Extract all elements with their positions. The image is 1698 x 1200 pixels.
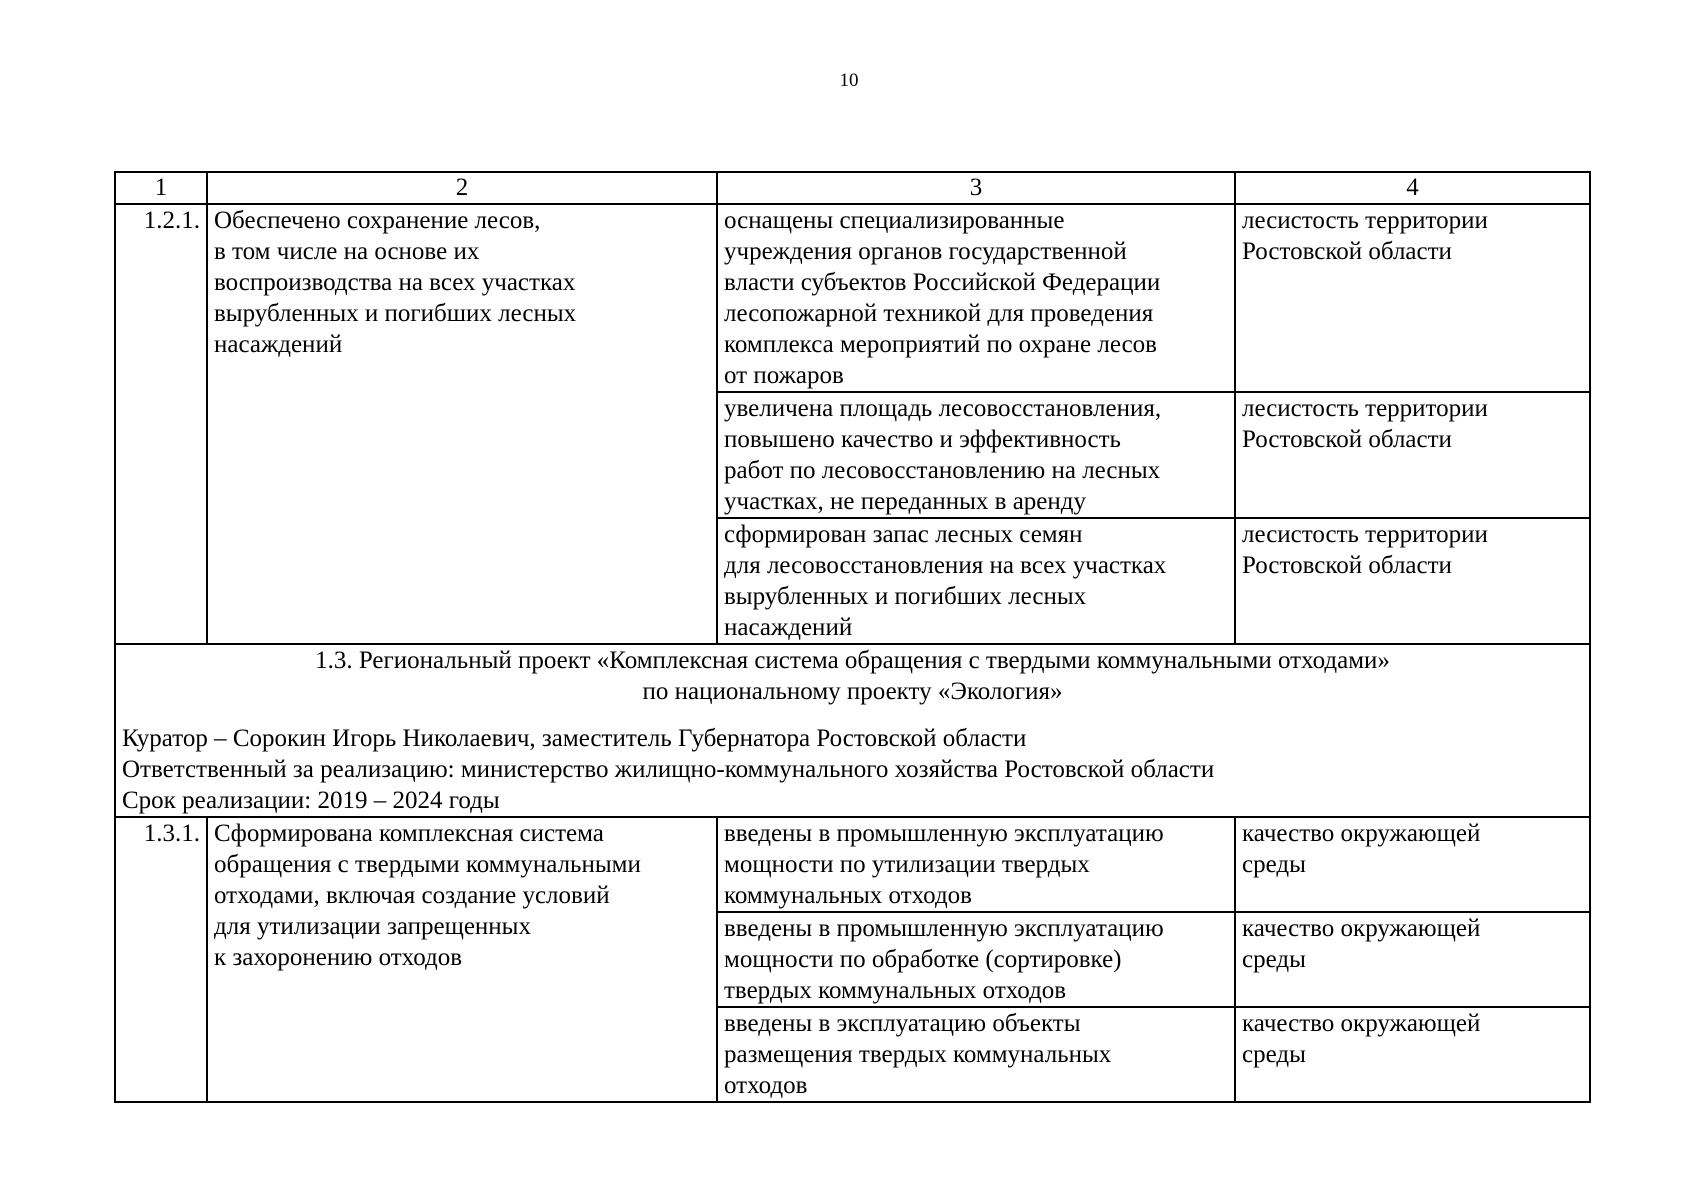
indicator-cell: качество окружающей среды <box>1235 912 1590 1007</box>
section-row <box>115 644 1590 817</box>
result-cell: оснащены специализированные учреждения органов государственной власти субъектов Российской Федерации лесопожарной техникой для проведения комплекса мероприятий по охране лесов от пожаров <box>717 204 1235 392</box>
indicator-cell: лесистость территории Ростовской области <box>1235 204 1590 392</box>
indicator-cell: качество окружающей среды <box>1235 1007 1590 1102</box>
result-cell: увеличена площадь лесовосстановления, повышено качество и эффективность работ по лесовосстановлению на лесных участках, не переданных в аренду <box>717 392 1235 518</box>
task-cell-1-3-1: Сформирована комплексная система обращения с твердыми коммунальными отходами, включая создание условий для утилизации запрещенных к захоронению отходов <box>207 817 717 1102</box>
result-cell: сформирован запас лесных семян для лесовосстановления на всех участках вырубленных и погибших лесных насаждений <box>717 518 1235 644</box>
result-cell: введены в промышленную эксплуатацию мощности по утилизации твердых коммунальных отходов <box>717 817 1235 912</box>
section-meta <box>122 723 1583 816</box>
header-cell-1: 1 <box>115 172 207 204</box>
table-row <box>115 204 1590 392</box>
section-title: 1.3. Региональный проект «Комплексная система обращения с твердыми коммунальными отходами» по национальному проекту «Экология» <box>315 647 1390 705</box>
row-number-1-2-1: 1.2.1. <box>115 204 207 644</box>
section-responsible: Ответственный за реализацию: министерство жилищно-коммунального хозяйства Ростовской области <box>122 756 1215 783</box>
result-cell: введены в промышленную эксплуатацию мощности по обработке (сортировке) твердых коммунальных отходов <box>717 912 1235 1007</box>
indicator-cell: качество окружающей среды <box>1235 817 1590 912</box>
header-cell-2: 2 <box>207 172 717 204</box>
header-cell-3: 3 <box>717 172 1235 204</box>
header-cell-4: 4 <box>1235 172 1590 204</box>
section-term: Срок реализации: 2019 – 2024 годы <box>122 787 500 814</box>
section-curator: Куратор – Сорокин Игорь Николаевич, заместитель Губернатора Ростовской области <box>122 725 1027 752</box>
results-table <box>114 171 1591 1103</box>
section-cell-1-3 <box>115 644 1590 817</box>
table-row <box>115 817 1590 912</box>
result-cell: введены в эксплуатацию объекты размещения твердых коммунальных отходов <box>717 1007 1235 1102</box>
row-number-1-3-1: 1.3.1. <box>115 817 207 1102</box>
indicator-cell: лесистость территории Ростовской области <box>1235 392 1590 518</box>
task-cell-1-2-1: Обеспечено сохранение лесов, в том числе на основе их воспроизводства на всех участках вырубленных и погибших лесных насаждений <box>207 204 717 644</box>
table-header-row <box>115 172 1590 204</box>
indicator-cell: лесистость территории Ростовской области <box>1235 518 1590 644</box>
page-number: 10 <box>839 70 859 91</box>
